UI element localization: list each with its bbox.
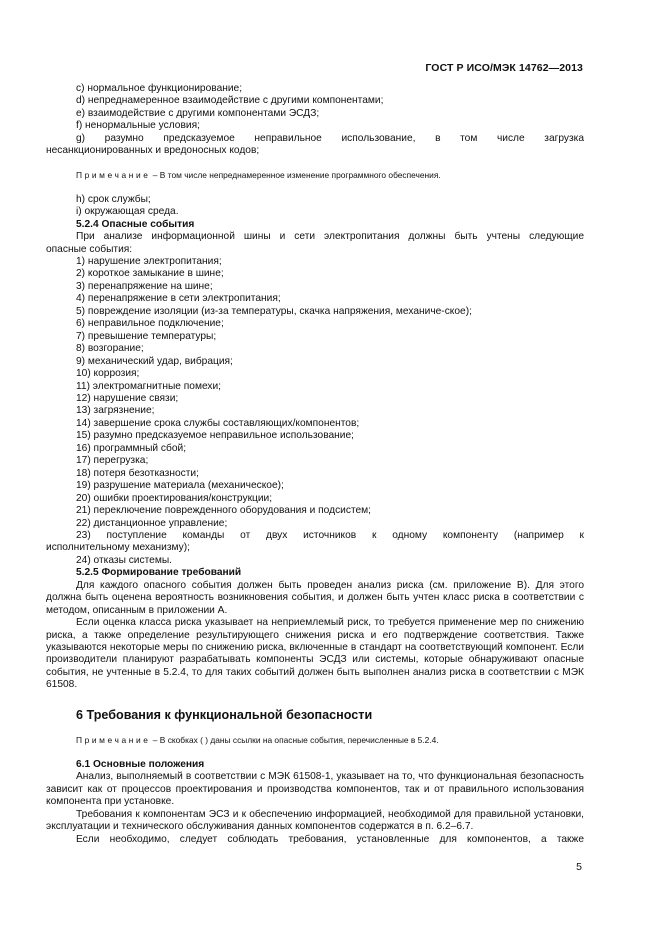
hazard-item: 19) разрушение материала (механическое); [76, 480, 284, 492]
note-label: Примечание [76, 734, 151, 745]
note-1 [46, 170, 584, 181]
list-item: h) срок службы; [76, 193, 151, 205]
hazard-item-23-line2: исполнительному механизму); [46, 542, 190, 554]
paragraph: Если необходимо, следует соблюдать требования, установленные для компонентов, а также [76, 833, 584, 845]
section-heading-6: 6 Требования к функциональной безопасности [76, 707, 373, 722]
hazard-item: 1) нарушение электропитания; [76, 255, 222, 267]
list-item: d) непреднамеренное взаимодействие с другими компонентами; [76, 95, 384, 107]
section-heading-6-1: 6.1 Основные положения [76, 758, 205, 770]
hazard-item: 20) ошибки проектирования/конструкции; [76, 492, 273, 504]
hazard-item: 11) электромагнитные помехи; [76, 380, 222, 392]
document-header: ГОСТ Р ИСО/МЭК 14762—2013 [425, 62, 583, 74]
hazard-item: 5) повреждение изоляции (из-за температуры, скачка напряжения, механиче-ское); [76, 305, 472, 317]
list-item: e) взаимодействие с другими компонентами ЭСДЗ; [76, 107, 320, 119]
paragraph: Анализ, выполняемый в соответствии с МЭК 61508-1, указывает на то, что функциональная безопасность зависит как от процессов проектирования и производства компонентов, так и от правильного использования компонента при установке. [46, 771, 584, 808]
hazard-item: 16) программный сбой; [76, 442, 187, 454]
hazard-list [46, 256, 584, 567]
intro-line2: опасные события: [46, 243, 133, 255]
hazard-item: 13) загрязнение; [76, 405, 155, 417]
paragraph: Если оценка класса риска указывает на неприемлемый риск, то требуется применение мер по снижению риска, а также определение результирующего снижения риска и его подтверждение соответствия. Также указываются некоторые меры по снижению риска, включенные в стандарт на соответствующий компонент. Если производители планируют разрабатывать компоненты ЭСДЗ или системы, которые обнаруживают опасные события, не учтенные в 5.2.4, то для таких событий должен быть выполнен анализ риска в соответствии с МЭК 61508. [46, 617, 584, 691]
section-heading-5-2-4: 5.2.4 Опасные события [76, 218, 195, 230]
note-label: Примечание [76, 169, 151, 180]
page-number: 5 [576, 861, 582, 873]
hazard-item: 7) превышение температуры; [76, 330, 217, 342]
hazard-item: 14) завершение срока службы составляющих/компонентов; [76, 417, 360, 429]
list-item-g-line1: g) разумно предсказуемое неправильное использование, в том числе загрузка [76, 132, 584, 144]
list-item: f) ненормальные условия; [76, 120, 200, 132]
list-item: c) нормальное функционирование; [76, 83, 243, 94]
intro-line1: При анализе информационной шины и сети электропитания должны быть учтены следующие [76, 231, 584, 243]
note-text: – В том числе непреднамеренное изменение программного обеспечения. [150, 169, 441, 180]
note-text: – В скобках ( ) даны ссылки на опасные события, перечисленные в 5.2.4. [150, 734, 439, 745]
hazard-item: 3) перенапряжение на шине; [76, 280, 213, 292]
paragraph: Требования к компонентам ЭСЗ и к обеспечению информацией, необходимой для правильной установки, эксплуатации и технического обслуживания данных компонентов содержатся в п. 6.2–6.7. [46, 808, 584, 833]
hazard-item: 18) потеря безотказности; [76, 467, 199, 479]
hazard-item: 17) перегрузка; [76, 455, 149, 467]
list-item: i) окружающая среда. [76, 206, 179, 218]
hazard-item-23-line1: 23) поступление команды от двух источников к одному компоненту (например к [76, 529, 584, 541]
list-item-g-line2: несанкционированных и вредоносных кодов; [46, 145, 260, 157]
note-2 [46, 735, 584, 746]
hazard-item: 21) переключение поврежденного оборудования и подсистем; [76, 505, 371, 517]
paragraph: Для каждого опасного события должен быть проведен анализ риска (см. приложение В). Для этого должна быть оценена вероятность возникновения события, и должен быть учтен класс риска в соответствии с методом, описанным в приложении А. [46, 579, 584, 616]
list-cg [46, 83, 584, 133]
hazard-item: 2) короткое замыкание в шине; [76, 268, 224, 280]
section-heading-5-2-5: 5.2.5 Формирование требований [76, 567, 242, 579]
hazard-item: 4) перенапряжение в сети электропитания; [76, 293, 281, 305]
hazard-item: 6) неправильное подключение; [76, 318, 224, 330]
hazard-item: 12) нарушение связи; [76, 392, 179, 404]
hazard-item: 10) коррозия; [76, 368, 140, 380]
hazard-item: 8) возгорание; [76, 343, 144, 355]
hazard-item: 15) разумно предсказуемое неправильное использование; [76, 430, 354, 442]
page-body [46, 83, 584, 846]
hazard-item: 22) дистанционное управление; [76, 517, 228, 529]
hazard-item: 24) отказы системы. [76, 554, 172, 566]
hazard-item: 9) механический удар, вибрация; [76, 355, 233, 367]
